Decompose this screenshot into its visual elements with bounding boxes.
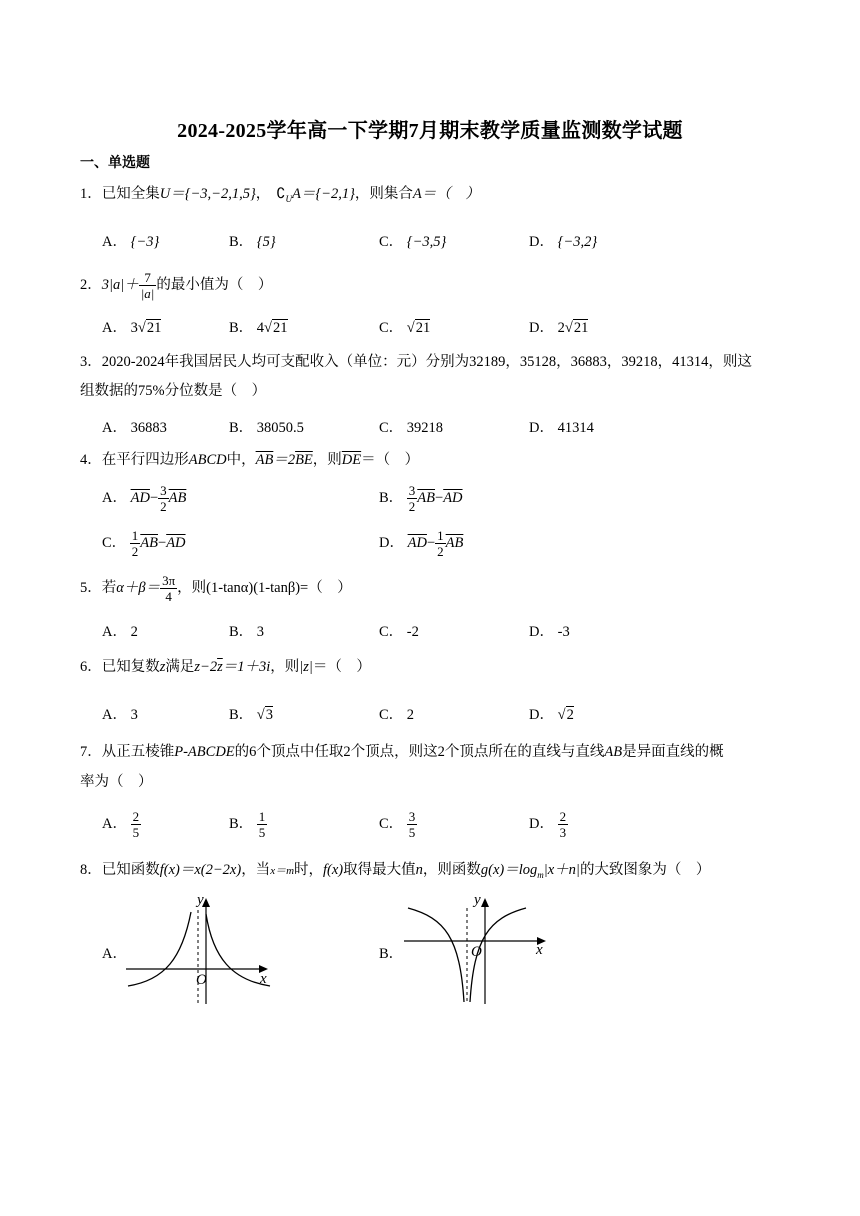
question-7-line-1: 7．从正五棱锥P-ABCDE的6个顶点中任取2个顶点，则这2个顶点所在的直线与直线AB是异面直线的概 [80, 744, 724, 760]
q4-option-d[interactable]: D． $\overline{AD}-$ $\frac{1}{2}$ $\overline{AB}$ [379, 528, 464, 560]
question-2: 2．3|a|＋ $\frac{7}{|a|}$ 的最小值为（ ） [80, 270, 273, 302]
q5-option-c[interactable]: C． -2 [379, 624, 419, 640]
q6-option-c[interactable]: C． 2 [379, 707, 415, 723]
q1-option-c[interactable]: C． {−3,5} [379, 234, 447, 250]
q8-a-origin-label: O [196, 972, 207, 988]
question-4: 4．在平行四边形ABCD中，$\overline{AB}=2\overline{BE}$，则$\overline{DE}=$（ ） [80, 452, 420, 468]
q1-option-a[interactable]: A． {−3} [102, 234, 160, 250]
q3-option-d[interactable]: D． 41314 [529, 420, 594, 436]
section-heading: 一、单选题 [80, 156, 150, 171]
question-7-line-2: 率为（ ） [80, 774, 153, 790]
q8-b-x-label: x [536, 942, 543, 958]
q7-option-d[interactable]: D． $\frac{2}{3}$ [529, 809, 567, 841]
q2-option-d[interactable]: D． 2√21 [529, 320, 589, 336]
q3-option-a[interactable]: A． 36883 [102, 420, 167, 436]
q2-option-a[interactable]: A． 3√21 [102, 320, 162, 336]
q7-option-b[interactable]: B． $\frac{1}{5}$ [229, 809, 266, 841]
q6-option-a[interactable]: A． 3 [102, 707, 138, 723]
q7-option-c[interactable]: C． $\frac{3}{5}$ [379, 809, 416, 841]
q8-a-y-label: y [197, 892, 204, 908]
q5-option-a[interactable]: A． 2 [102, 624, 138, 640]
q8-a-x-label: x [260, 971, 267, 987]
q2-option-c[interactable]: C． √21 [379, 320, 431, 336]
question-5: 5．若α＋β＝ $\frac{3\pi}{4}$ ，则(1-tanα)(1-tanβ)=（ ） [80, 573, 352, 605]
q8-graph-b [400, 888, 560, 1008]
q4-option-a[interactable]: A． $\overline{AD}-$ $\frac{3}{2}$ $\overline{AB}$ [102, 483, 187, 515]
q1-option-d[interactable]: D． {−3,2} [529, 234, 598, 250]
q4-option-c[interactable]: C． $\frac{1}{2}$ $\overline{AB}-\overline{AD}$ [102, 528, 186, 560]
q8-graph-a [120, 888, 280, 1008]
question-6: 6．已知复数z满足$z-2\overline{z}=1+3i$，则|z|＝（ ） [80, 659, 371, 675]
q5-option-b[interactable]: B． 3 [229, 624, 265, 640]
page-title: 2024-2025学年高一下学期7月期末教学质量监测数学试题 [177, 120, 683, 142]
q8-option-a[interactable]: A． [102, 946, 127, 962]
q6-option-d[interactable]: D． √2 [529, 707, 574, 723]
q4-option-b[interactable]: B． $\frac{3}{2}$ $\overline{AB}-\overline{AD}$ [379, 483, 463, 515]
q3-option-c[interactable]: C． 39218 [379, 420, 444, 436]
q6-option-b[interactable]: B． √3 [229, 707, 274, 723]
q8-b-origin-label: O [471, 944, 482, 960]
question-8: 8．已知函数f(x)＝x(2−2x)，当x＝m时，f(x)取得最大值n，则函数$g(x)=\log_m|x+n|$的大致图象为（ ） [80, 862, 711, 880]
q2-option-b[interactable]: B． 4√21 [229, 320, 288, 336]
q8-b-y-label: y [474, 892, 481, 908]
q1-option-b[interactable]: B． {5} [229, 234, 276, 250]
q7-option-a[interactable]: A． $\frac{2}{5}$ [102, 809, 140, 841]
question-1: 1．已知全集U＝{−3,−2,1,5}， $∁_UA=\{-2,1\}$，则集合A＝（ ） [80, 186, 480, 204]
question-3-line-2: 组数据的75%分位数是（ ） [80, 383, 267, 399]
q8-option-b[interactable]: B． [379, 946, 404, 962]
question-3-line-1: 3．2020-2024年我国居民人均可支配收入（单位：元）分别为32189，35128，36883，39218，41314，则这 [80, 354, 752, 370]
q5-option-d[interactable]: D． -3 [529, 624, 570, 640]
q3-option-b[interactable]: B． 38050.5 [229, 420, 304, 436]
